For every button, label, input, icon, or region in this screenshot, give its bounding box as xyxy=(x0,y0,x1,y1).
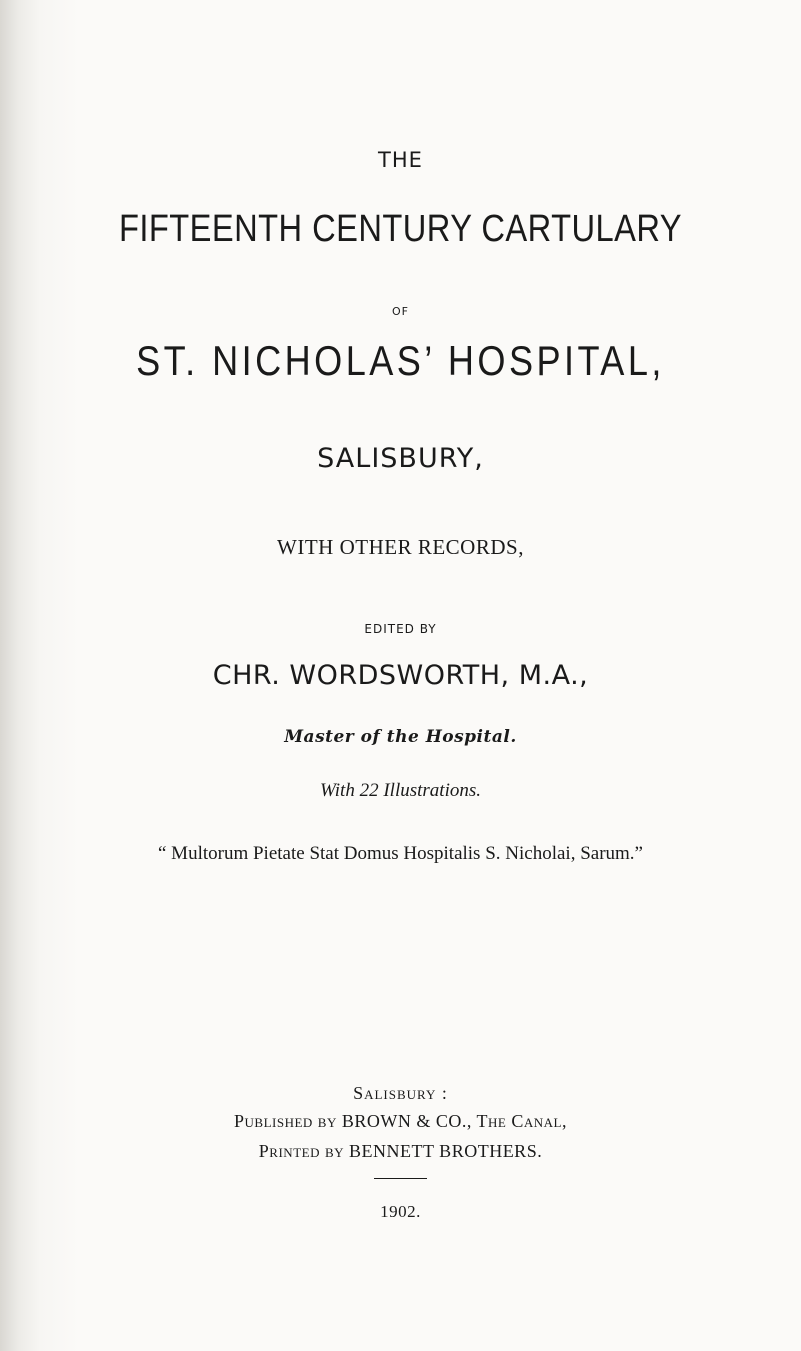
imprint-publisher-text: Published by BROWN & CO., The Canal, xyxy=(234,1111,567,1131)
publication-year: 1902. xyxy=(380,1202,421,1221)
imprint-printer xyxy=(0,1141,801,1162)
imprint-place xyxy=(0,1083,801,1104)
main-title: FIFTEENTH CENTURY CARTULARY xyxy=(118,208,683,250)
imprint-printer-text: Printed by BENNETT BROTHERS. xyxy=(258,1141,543,1161)
editor-role: Master of the Hospital. xyxy=(284,727,517,747)
motto: “ Multorum Pietate Stat Domus Hospitalis S. Nicholai, Sarum.” xyxy=(158,843,643,864)
edited-by-label: EDITED BY xyxy=(364,622,437,636)
title-preposition: OF xyxy=(392,305,409,318)
editor-name: CHR. WORDSWORTH, M.A., xyxy=(212,660,589,691)
hospital-name: ST. NICHOLAS’ HOSPITAL, xyxy=(136,337,665,384)
imprint-publisher xyxy=(0,1111,801,1132)
illustrations-note: With 22 Illustrations. xyxy=(320,780,481,801)
place-name: SALISBURY, xyxy=(317,443,484,474)
imprint-place-text: Salisbury : xyxy=(353,1083,448,1103)
subtitle-records: WITH OTHER RECORDS, xyxy=(277,535,524,559)
divider-rule xyxy=(374,1178,427,1179)
title-article: THE xyxy=(378,148,423,172)
